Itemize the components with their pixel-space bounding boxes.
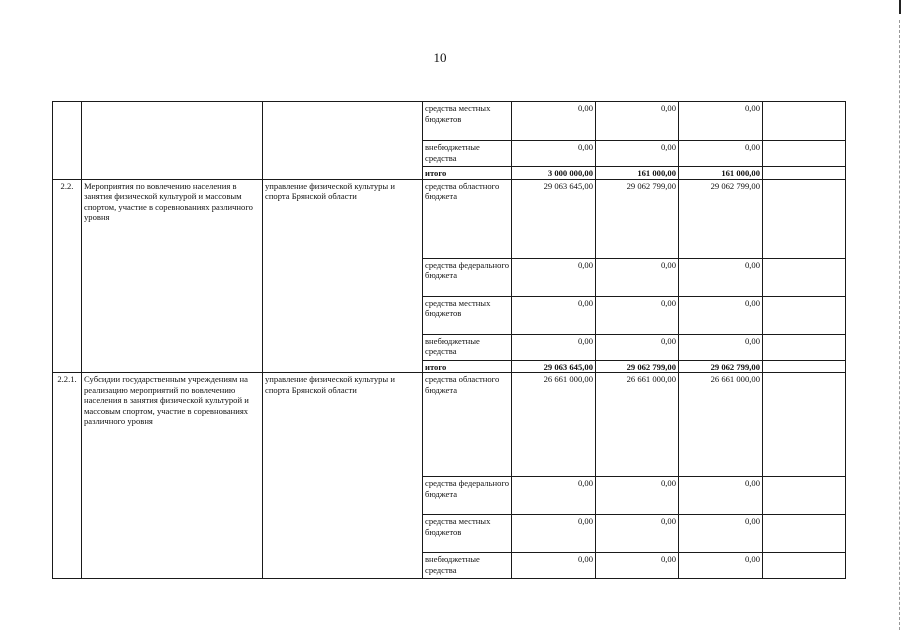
item-name: Субсидии государственным учреждениям на реализацию мероприятий по вовлечению населения в занятия физической культурой и массовым спортом, участие в соревнованиях различного уровня <box>82 373 263 579</box>
table-row <box>53 373 846 477</box>
empty-cell <box>763 373 846 477</box>
empty-cell <box>763 179 846 258</box>
value-cell: 26 661 000,00 <box>596 373 679 477</box>
executor-cell <box>263 102 423 180</box>
source-label: внебюджетные средства <box>423 334 512 360</box>
value-cell: 0,00 <box>596 258 679 296</box>
value-cell: 0,00 <box>512 334 596 360</box>
value-cell: 0,00 <box>679 477 763 515</box>
value-cell: 0,00 <box>512 258 596 296</box>
value-cell: 0,00 <box>596 334 679 360</box>
value-cell: 0,00 <box>679 334 763 360</box>
table-row <box>53 102 846 141</box>
item-executor: управление физической культуры и спорта Брянской области <box>263 179 423 373</box>
item-executor: управление физической культуры и спорта Брянской области <box>263 373 423 579</box>
value-cell: 0,00 <box>596 296 679 334</box>
total-label: итого <box>423 167 512 180</box>
empty-cell <box>763 258 846 296</box>
source-label: средства федерального бюджета <box>423 258 512 296</box>
budget-table <box>52 101 846 579</box>
value-cell: 0,00 <box>596 553 679 579</box>
page-number: 10 <box>433 50 447 65</box>
value-cell: 29 062 799,00 <box>679 179 763 258</box>
source-label: внебюджетные средства <box>423 141 512 167</box>
source-label: средства местных бюджетов <box>423 102 512 141</box>
empty-cell <box>763 360 846 373</box>
total-value: 29 063 645,00 <box>512 360 596 373</box>
code-cell <box>53 102 82 180</box>
value-cell: 0,00 <box>679 296 763 334</box>
value-cell: 29 063 645,00 <box>512 179 596 258</box>
value-cell: 0,00 <box>679 553 763 579</box>
source-label: средства местных бюджетов <box>423 296 512 334</box>
empty-cell <box>763 334 846 360</box>
total-value: 161 000,00 <box>596 167 679 180</box>
total-value: 29 062 799,00 <box>596 360 679 373</box>
source-label: внебюджетные средства <box>423 553 512 579</box>
value-cell: 26 661 000,00 <box>512 373 596 477</box>
value-cell: 0,00 <box>596 141 679 167</box>
total-value: 29 062 799,00 <box>679 360 763 373</box>
source-label: средства областного бюджета <box>423 179 512 258</box>
item-code: 2.2. <box>53 179 82 373</box>
value-cell: 26 661 000,00 <box>679 373 763 477</box>
empty-cell <box>763 296 846 334</box>
total-label: итого <box>423 360 512 373</box>
value-cell: 0,00 <box>679 258 763 296</box>
value-cell: 0,00 <box>679 141 763 167</box>
scan-edge-dots <box>899 20 900 630</box>
empty-cell <box>763 477 846 515</box>
name-cell <box>82 102 263 180</box>
value-cell: 0,00 <box>596 102 679 141</box>
source-label: средства федерального бюджета <box>423 477 512 515</box>
value-cell: 0,00 <box>512 141 596 167</box>
source-label: средства областного бюджета <box>423 373 512 477</box>
value-cell: 29 062 799,00 <box>596 179 679 258</box>
value-cell: 0,00 <box>512 477 596 515</box>
item-code: 2.2.1. <box>53 373 82 579</box>
item-name: Мероприятия по вовлечению населения в занятия физической культурой и массовым спортом, участие в соревнованиях различного уровня <box>82 179 263 373</box>
empty-cell <box>763 167 846 180</box>
value-cell: 0,00 <box>679 102 763 141</box>
table-row <box>53 179 846 258</box>
empty-cell <box>763 102 846 141</box>
total-value: 3 000 000,00 <box>512 167 596 180</box>
value-cell: 0,00 <box>512 102 596 141</box>
empty-cell <box>763 553 846 579</box>
value-cell: 0,00 <box>512 296 596 334</box>
value-cell: 0,00 <box>596 515 679 553</box>
scan-edge-mark <box>899 0 901 14</box>
value-cell: 0,00 <box>512 553 596 579</box>
value-cell: 0,00 <box>596 477 679 515</box>
total-value: 161 000,00 <box>679 167 763 180</box>
source-label: средства местных бюджетов <box>423 515 512 553</box>
empty-cell <box>763 515 846 553</box>
empty-cell <box>763 141 846 167</box>
value-cell: 0,00 <box>512 515 596 553</box>
value-cell: 0,00 <box>679 515 763 553</box>
